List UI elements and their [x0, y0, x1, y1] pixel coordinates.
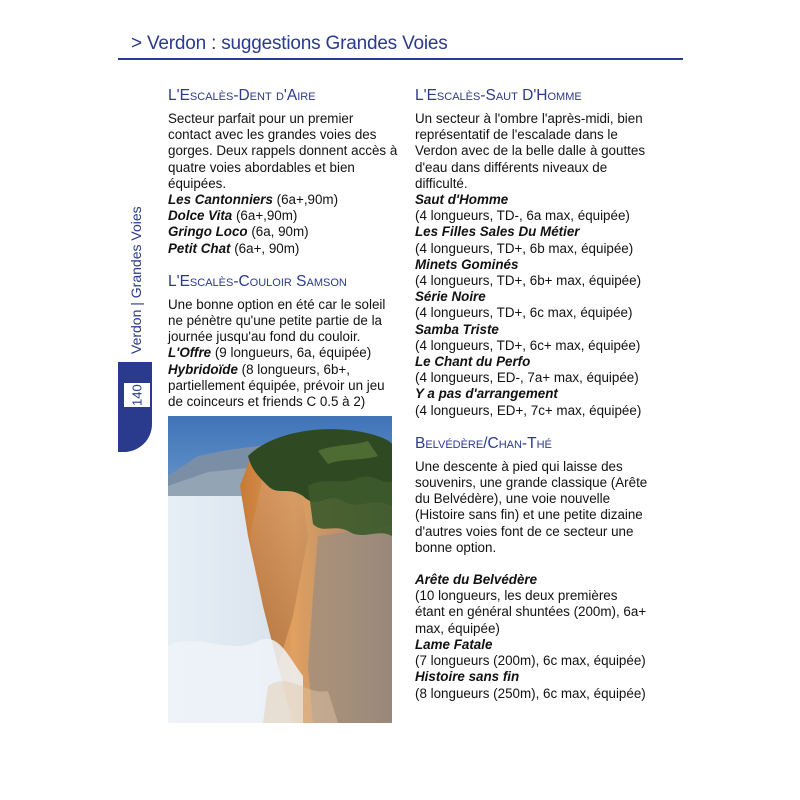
route-item: [415, 386, 650, 418]
route-info: (4 longueurs, TD+, 6b+ max, équipée): [415, 273, 642, 289]
route-name: Les Cantonniers: [168, 192, 273, 208]
route-info: (4 longueurs, TD+, 6c+ max, équipée): [415, 337, 641, 353]
route-item: [168, 208, 398, 224]
page-title: > Verdon : suggestions Grandes Voies: [131, 33, 448, 54]
route-name: Le Chant du Perfo: [415, 354, 531, 370]
section-intro: Un secteur à l'ombre l'après-midi, bien représentatif de l'escalade dans le Verdon avec de la belle dalle à gouttes d'eau dans différents niveaux de difficulté.: [415, 111, 646, 191]
section-title-belvedere: Belvédère/Chan-Thé: [415, 434, 552, 452]
route-name: Petit Chat: [168, 240, 231, 256]
route-info: (4 longueurs, ED+, 7c+ max, équipée): [415, 402, 642, 418]
route-info: (7 longueurs (200m), 6c max, équipée): [415, 653, 646, 669]
route-item: [168, 345, 398, 361]
route-info: (6a+,90m): [272, 192, 339, 208]
route-info: (10 longueurs, les deux premières étant en général shuntées (200m), 6a+ max, équipée): [415, 588, 647, 636]
section-title-couloir-samson: L'Escalès-Couloir Samson: [168, 272, 347, 290]
section-title-saut-homme: L'Escalès-Saut D'Homme: [415, 87, 582, 104]
route-name: Samba Triste: [415, 321, 499, 337]
route-info: (4 longueurs, TD-, 6a max, équipée): [415, 208, 630, 224]
route-info: (4 longueurs, TD+, 6b max, équipée): [415, 240, 634, 256]
route-name: Lame Fatale: [415, 636, 493, 652]
route-info: (6a+, 90m): [230, 240, 300, 256]
route-name: Dolce Vita: [168, 208, 233, 224]
section-intro: Secteur parfait pour un premier contact avec les grandes voies des gorges. Deux rappels donnent accès à quatre voies abordables et bien équipées.: [168, 111, 398, 191]
route-name: Saut d'Homme: [415, 192, 509, 208]
route-info: (6a+,90m): [232, 208, 298, 224]
route-info: (4 longueurs, TD+, 6c max, équipée): [415, 305, 633, 321]
route-item: [415, 192, 650, 224]
route-info: (6a, 90m): [247, 224, 309, 240]
route-item: [415, 289, 650, 321]
route-name: Les Filles Sales Du Métier: [415, 224, 580, 240]
route-name: Histoire sans fin: [415, 669, 520, 685]
route-item: [415, 637, 650, 669]
section-intro: Une bonne option en été car le soleil ne pénètre qu'une petite partie de la journée jusqu'au fond du couloir.: [168, 296, 386, 345]
route-name: Hybridoïde: [168, 361, 238, 377]
route-name: Minets Gominés: [415, 256, 519, 272]
route-info: (4 longueurs, ED-, 7a+ max, équipée): [415, 370, 639, 386]
right-column: [415, 87, 650, 702]
route-info: (9 longueurs, 6a, équipée): [211, 345, 372, 361]
route-item: [415, 572, 650, 637]
side-tab: [118, 362, 152, 452]
route-item: [168, 224, 398, 240]
route-item: [415, 322, 650, 354]
section-title-dent-aire: L'Escalès-Dent d'Aire: [168, 87, 316, 104]
page-number: 140: [124, 383, 150, 407]
left-column: [168, 87, 398, 410]
route-name: Y a pas d'arrangement: [415, 386, 558, 402]
route-item: [168, 241, 398, 257]
route-name: Arête du Belvédère: [415, 572, 538, 588]
running-head: Verdon | Grandes Voies: [128, 206, 144, 354]
route-item: [415, 257, 650, 289]
cliff-photo: [168, 416, 392, 723]
route-item: [168, 192, 398, 208]
section-intro: Une descente à pied qui laisse des souvenirs, une grande classique (Arête du Belvédère), une voie nouvelle (Histoire sans fin) et une petite dizaine d'autres voies font de ce secteur une bonne option.: [415, 458, 648, 555]
route-info: (8 longueurs (250m), 6c max, équipée): [415, 685, 646, 701]
header-rule: [118, 58, 683, 60]
route-item: [415, 669, 650, 701]
route-info: (8 longueurs, 6b+, partiellement équipée, prévoir un jeu de coinceurs et friends C 0.5 à 2): [168, 361, 385, 410]
route-name: L'Offre: [168, 345, 212, 361]
route-item: [415, 354, 650, 386]
route-item: [168, 362, 398, 411]
route-item: [415, 224, 650, 256]
route-name: Série Noire: [415, 289, 486, 305]
route-name: Gringo Loco: [168, 224, 248, 240]
